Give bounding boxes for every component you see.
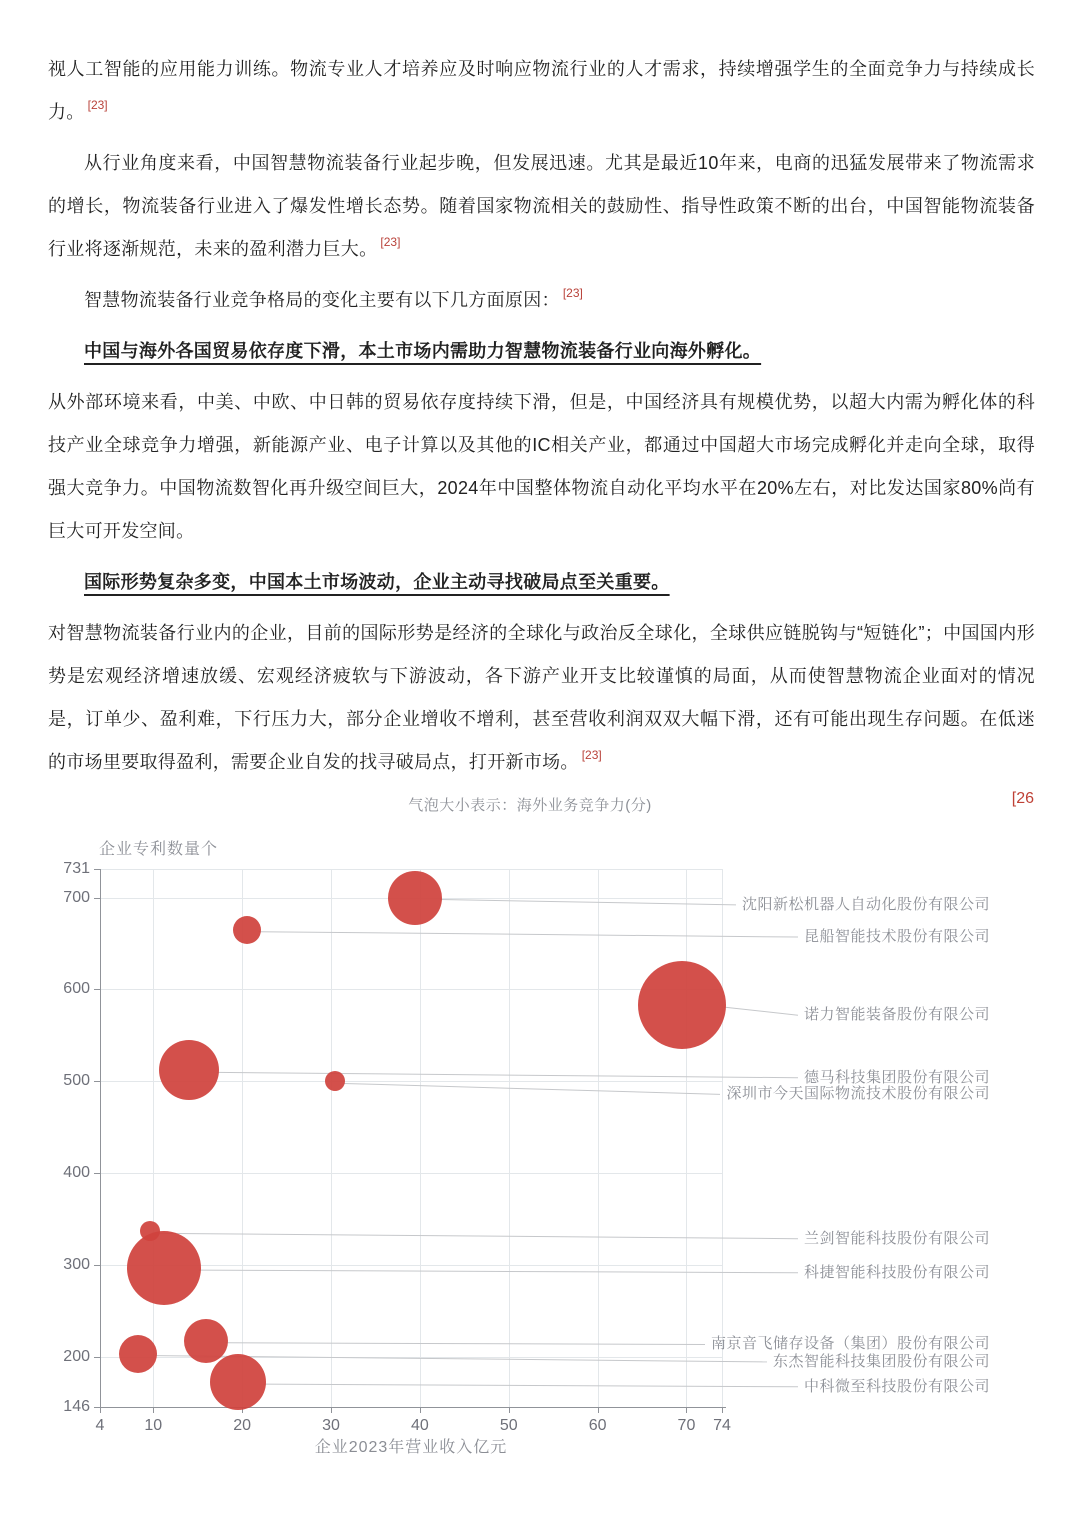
leader-line (264, 1384, 798, 1387)
chart-title: 气泡大小表示：海外业务竞争力(分) (408, 797, 652, 814)
x-tick-label: 20 (233, 1417, 252, 1434)
y-tick-label: 200 (63, 1348, 90, 1366)
paragraph-text: 智慧物流装备行业竞争格局的变化主要有以下几方面原因： (84, 290, 560, 310)
y-tick-label: 500 (63, 1072, 90, 1090)
company-label: 东杰智能科技集团股份有限公司 (772, 1352, 990, 1370)
company-label: 德马科技集团股份有限公司 (803, 1068, 990, 1086)
data-bubble[interactable] (119, 1335, 157, 1373)
y-tick-label: 400 (63, 1164, 90, 1182)
paragraph (48, 612, 1035, 784)
company-label: 南京音飞储存设备（集团）股份有限公司 (710, 1335, 990, 1353)
x-tick-label: 70 (677, 1417, 696, 1434)
x-tick-label: 50 (499, 1417, 518, 1434)
data-bubble[interactable] (388, 871, 442, 925)
x-tick-label: 40 (410, 1417, 429, 1434)
leader-line (440, 900, 736, 905)
company-label: 中科微至科技股份有限公司 (803, 1377, 990, 1395)
paragraph-text: 对智慧物流装备行业内的企业，目前的国际形势是经济的全球化与政治反全球化，全球供应链脱钩与“短链化”；中国国内形势是宏观经济增速放缓、宏观经济疲软与下游波动，各下游产业开支比较谨慎的局面，从而使智慧物流企业面对的情况是，订单少、盈利难，下行压力大，部分企业增收不增利，甚至营收利润双双大幅下滑，还有可能出现生存问题。在低迷的市场里要取得盈利，需要企业自发的找寻破局点，打开新市场。 (48, 623, 1035, 772)
leader-line (217, 1072, 798, 1077)
y-tick-label: 700 (63, 888, 90, 906)
leader-line (226, 1343, 705, 1345)
heading-text: 国际形势复杂多变，中国本土市场波动，企业主动寻找破局点至关重要。 (84, 572, 670, 592)
company-label: 诺力智能装备股份有限公司 (803, 1006, 990, 1024)
data-bubble[interactable] (210, 1354, 266, 1410)
data-bubble[interactable] (233, 916, 261, 944)
heading-text: 中国与海外各国贸易依存度下滑，本土市场内需助力智慧物流装备行业向海外孵化。 (84, 341, 762, 361)
x-tick-label: 74 (713, 1417, 731, 1434)
company-label: 兰剑智能科技股份有限公司 (803, 1229, 990, 1247)
company-label: 沈阳新松机器人自动化股份有限公司 (741, 895, 990, 913)
data-bubble[interactable] (159, 1040, 219, 1100)
section-heading (48, 330, 1035, 373)
company-label: 科捷智能科技股份有限公司 (803, 1263, 990, 1281)
leader-line (199, 1270, 798, 1273)
company-label: 深圳市今天国际物流技术股份有限公司 (726, 1085, 990, 1103)
citation-ref[interactable]: [23] (380, 235, 401, 249)
leader-line (259, 932, 798, 937)
y-tick-label: 600 (63, 980, 90, 998)
x-tick-label: 60 (588, 1417, 607, 1434)
y-tick-label: 300 (63, 1256, 90, 1274)
paragraph-text: 从外部环境来看，中美、中欧、中日韩的贸易依存度持续下滑，但是，中国经济具有规模优势，以超大内需为孵化体的科技产业全球竞争力增强，新能源产业、电子计算以及其他的IC相关产业，都通过中国超大市场完成孵化并走向全球，取得强大竞争力。中国物流数智化再升级空间巨大，2024年中国整体物流自动化平均水平在20%左右，对比发达国家80%尚有巨大可开发空间。 (48, 392, 1035, 541)
plot-area (0, 782, 1080, 1528)
paragraph-text: 从行业角度来看，中国智慧物流装备行业起步晚，但发展迅速。尤其是最近10年来，电商的迅猛发展带来了物流需求的增长，物流装备行业进入了爆发性增长态势。随着国家物流相关的鼓励性、指导性政策不断的出台，中国智能物流装备行业将逐渐规范，未来的盈利潜力巨大。 (48, 153, 1035, 259)
leader-line (343, 1083, 720, 1094)
y-tick-label: 731 (63, 860, 90, 877)
paragraph (48, 142, 1035, 271)
data-bubble[interactable] (638, 961, 726, 1049)
chart-citation-ref[interactable]: [26 (1011, 790, 1034, 807)
paragraph (48, 48, 1035, 134)
data-bubble[interactable] (184, 1319, 228, 1363)
paragraph (48, 279, 1035, 322)
citation-ref[interactable]: [23] (581, 748, 602, 762)
x-axis-title: 企业2023年营业收入亿元 (314, 1439, 508, 1456)
y-tick-label: 146 (63, 1398, 90, 1415)
paragraph-text: 视人工智能的应用能力训练。物流专业人才培养应及时响应物流行业的人才需求，持续增强学生的全面竞争力与持续成长力。 (48, 59, 1035, 122)
leader-lines-layer (0, 782, 1080, 1528)
document-body (48, 48, 1035, 792)
leader-line (158, 1233, 798, 1238)
x-tick-label: 30 (322, 1417, 340, 1434)
company-label: 昆船智能技术股份有限公司 (803, 928, 990, 946)
y-axis-title: 企业专利数量个 (99, 841, 219, 858)
x-tick-label: 4 (95, 1417, 105, 1434)
bubble-chart (0, 782, 1080, 1528)
data-bubble[interactable] (127, 1231, 201, 1305)
leader-line (724, 1007, 798, 1015)
paragraph (48, 381, 1035, 553)
x-tick-label: 10 (144, 1417, 163, 1434)
citation-ref[interactable]: [23] (87, 98, 108, 112)
citation-ref[interactable]: [23] (562, 286, 583, 300)
section-heading (48, 561, 1035, 604)
